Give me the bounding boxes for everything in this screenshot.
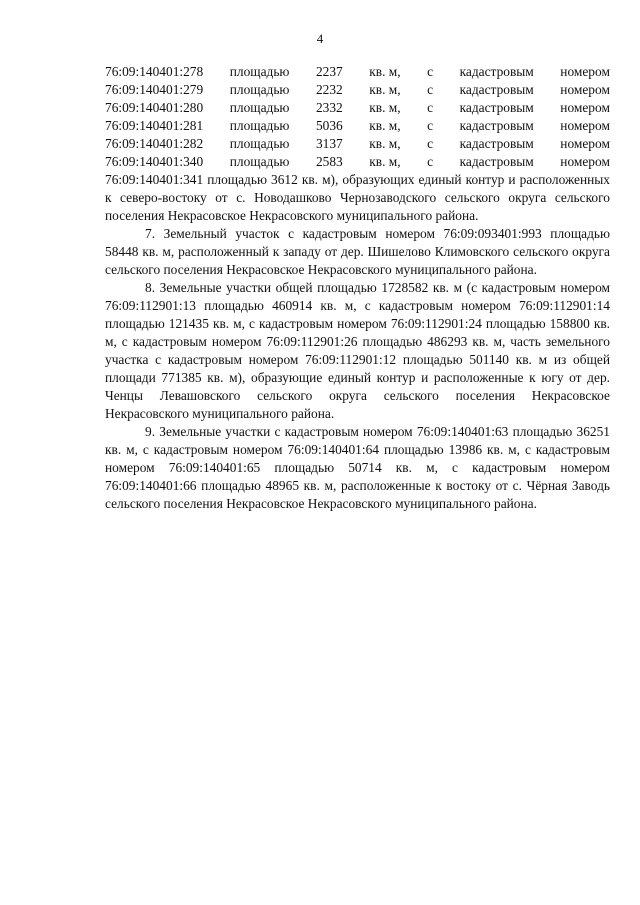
row-cell: номером xyxy=(560,64,610,79)
row-cell: кв. м, xyxy=(369,82,401,97)
row-cell: номером xyxy=(560,100,610,115)
row-cell: с xyxy=(427,64,434,79)
row-cell: 2583 xyxy=(315,154,343,169)
row-cell: 76:09:140401:278 xyxy=(105,64,204,79)
row-cell: с xyxy=(427,118,434,133)
row-cell: с xyxy=(427,136,434,151)
paragraph-7: 7. Земельный участок с кадастровым номером 76:09:093401:993 площадью 58448 кв. м, расположенный к западу от дер. Шишелово Климовского сельского округа сельского поселения Некрасовское Некрасовского муниципального района. xyxy=(105,226,610,277)
document-body xyxy=(105,63,610,513)
row-cell: 2232 xyxy=(315,82,343,97)
row-cell: 76:09:140401:279 xyxy=(105,82,204,97)
row-cell: с xyxy=(427,154,434,169)
row-cell: 76:09:140401:280 xyxy=(105,100,204,115)
row-cell: кадастровым xyxy=(459,118,534,133)
cadastral-row xyxy=(105,117,610,135)
row-cell: площадью xyxy=(229,64,290,79)
cadastral-row xyxy=(105,81,610,99)
row-cell: кадастровым xyxy=(459,64,534,79)
row-cell: номером xyxy=(560,82,610,97)
row-cell: номером xyxy=(560,118,610,133)
row-cell: кадастровым xyxy=(459,100,534,115)
row-cell: площадью xyxy=(229,82,290,97)
cadastral-row xyxy=(105,99,610,117)
row-cell: 2332 xyxy=(315,100,343,115)
page-number: 4 xyxy=(316,31,324,46)
row-cell: кв. м, xyxy=(369,154,401,169)
cadastral-row xyxy=(105,153,610,171)
row-cell: кв. м, xyxy=(369,100,401,115)
paragraph-9: 9. Земельные участки с кадастровым номером 76:09:140401:63 площадью 36251 кв. м, с кадастровым номером 76:09:140401:64 площадью 13986 кв. м, с кадастровым номером 76:09:140401:65 площадью 50714 кв. м, с кадастровым номером 76:09:140401:66 площадью 48965 кв. м, расположенные к востоку от с. Чёрная Заводь сельского поселения Некрасовское Некрасовского муниципального района. xyxy=(105,424,610,511)
row-cell: кадастровым xyxy=(459,136,534,151)
row-cell: 76:09:140401:282 xyxy=(105,136,204,151)
row-cell: 2237 xyxy=(315,64,343,79)
paragraph-8: 8. Земельные участки общей площадью 1728582 кв. м (с кадастровым номером 76:09:112901:13 площадью 460914 кв. м, с кадастровым номером 76:09:112901:14 площадью 121435 кв. м, с кадастровым номером 76:09:112901:24 площадью 158800 кв. м, с кадастровым номером 76:09:112901:26 площадью 486293 кв. м, часть земельного участка с кадастровым номером 76:09:112901:12 площадью 501140 кв. м из общей площади 771385 кв. м), образующие единый контур и расположенные к югу от дер. Ченцы Левашовского сельского округа сельского поселения Некрасовское Некрасовского муниципального района. xyxy=(105,280,610,421)
row-cell: кадастровым xyxy=(459,82,534,97)
cadastral-row xyxy=(105,63,610,81)
paragraph-continuation: 76:09:140401:341 площадью 3612 кв. м), образующих единый контур и расположенных к северо-востоку от с. Новодашково Чернозаводского сельского округа сельского поселения Некрасовское Некрасовского муниципального района. xyxy=(105,172,610,223)
row-cell: площадью xyxy=(229,118,290,133)
row-cell: 5036 xyxy=(315,118,343,133)
row-cell: 76:09:140401:340 xyxy=(105,154,204,169)
row-cell: кв. м, xyxy=(369,64,401,79)
row-cell: площадью xyxy=(229,136,290,151)
cadastral-row xyxy=(105,135,610,153)
row-cell: площадью xyxy=(229,100,290,115)
row-cell: номером xyxy=(560,154,610,169)
row-cell: номером xyxy=(560,136,610,151)
row-cell: 76:09:140401:281 xyxy=(105,118,204,133)
row-cell: 3137 xyxy=(315,136,343,151)
row-cell: с xyxy=(427,100,434,115)
row-cell: площадью xyxy=(229,154,290,169)
row-cell: кадастровым xyxy=(459,154,534,169)
row-cell: кв. м, xyxy=(369,118,401,133)
row-cell: кв. м, xyxy=(369,136,401,151)
row-cell: с xyxy=(427,82,434,97)
